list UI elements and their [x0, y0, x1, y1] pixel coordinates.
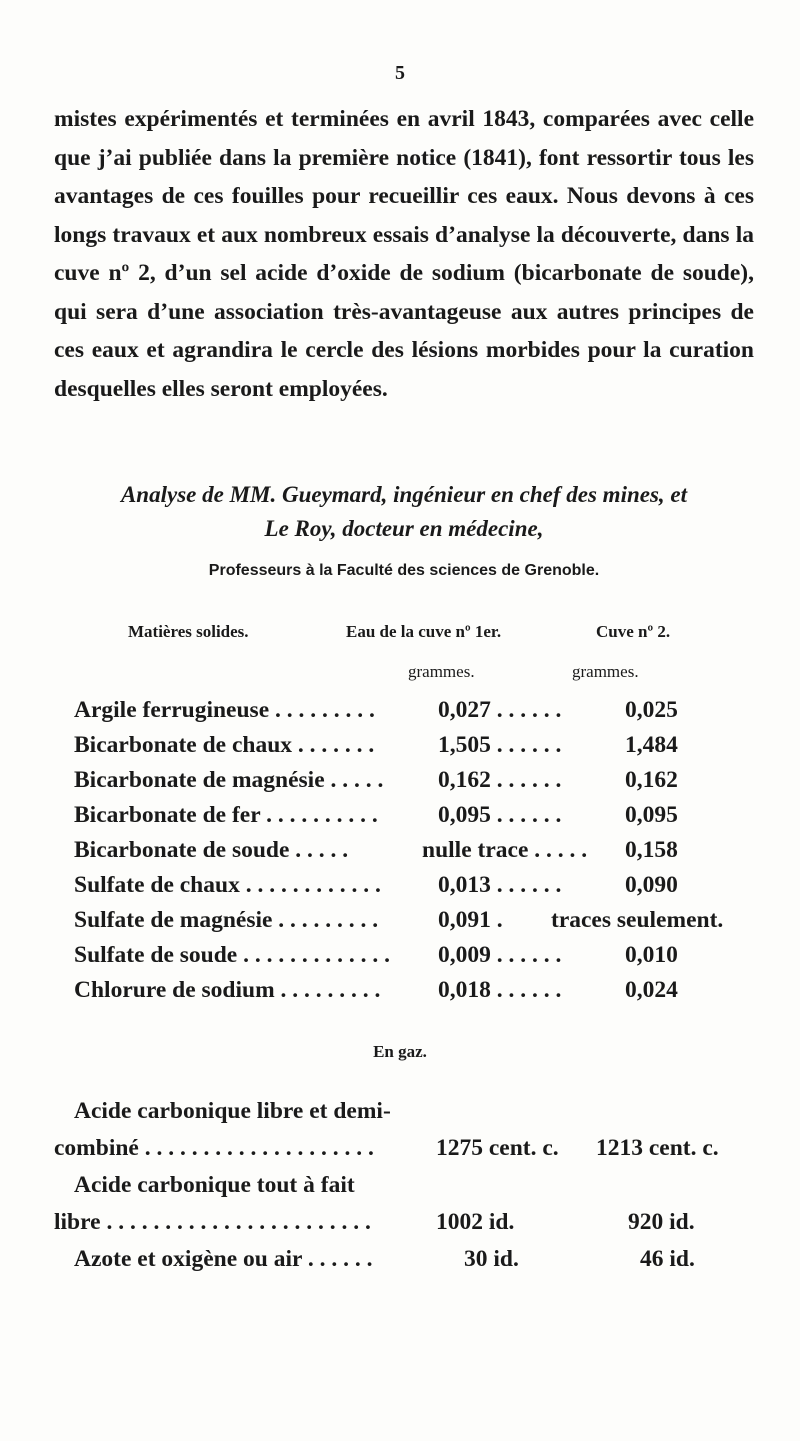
row-value-cuve-2: traces seulement. [551, 907, 724, 933]
row-name: Sulfate de soude . . . . . . . . . . . . . [74, 942, 390, 968]
row-name: Sulfate de magnésie . . . . . . . . . [74, 907, 379, 933]
row-name: Bicarbonate de fer . . . . . . . . . . [74, 802, 378, 828]
row-name: Sulfate de chaux . . . . . . . . . . . . [74, 872, 381, 898]
row-value-cuve-2: 0,162 [625, 767, 678, 793]
analysis-title-line-2: Le Roy, docteur en médecine, [264, 516, 544, 541]
column-head-cuve-2: Cuve nº 2. [596, 622, 671, 641]
row-value-cuve-1: 0,095 . . . . . . [438, 802, 562, 828]
row-value-cuve-1: 0,091 . [438, 907, 503, 933]
gas-row-2-line-1: Acide carbonique tout à fait [74, 1172, 355, 1198]
row-value-cuve-1: 1,505 . . . . . . [438, 732, 562, 758]
row-value-cuve-2: 0,025 [625, 697, 678, 723]
gas-row-1-line-1: Acide carbonique libre et demi- [74, 1098, 391, 1124]
gas-row-1-line-2: combiné . . . . . . . . . . . . . . . . . . . . [54, 1135, 374, 1161]
row-value-cuve-2: 0,158 [625, 837, 678, 863]
analysis-title-line-1: Analyse de MM. Gueymard, ingénieur en chef des mines, et [120, 482, 688, 507]
gas-row-2-value-2: 920 id. [628, 1209, 695, 1235]
column-unit-cuve-2: grammes. [572, 662, 639, 681]
column-label-solids: Matières solides. [128, 622, 249, 641]
gas-row-1-value-2: 1213 cent. c. [596, 1135, 719, 1161]
row-value-cuve-1: 0,009 . . . . . . [438, 942, 562, 968]
gas-heading: En gaz. [373, 1042, 427, 1061]
row-value-cuve-1: 0,162 . . . . . . [438, 767, 562, 793]
row-value-cuve-1: 0,027 . . . . . . [438, 697, 562, 723]
row-value-cuve-2: 0,095 [625, 802, 678, 828]
intro-paragraph: mistes expérimentés et terminées en avril 1843, comparées avec celle que j’ai publiée dans la première notice (1841), font ressortir tous les avantages de ces fouilles pour recueillir ces eaux. Nous devons à ces longs travaux et aux nombreux essais d’analyse la découverte, dans la cuve nº 2, d’un sel acide d’oxide de sodium (bicarbonate de soude), qui sera d’une association très-avantageuse aux autres principes de ces eaux et agrandira le cercle des lésions morbides pour la curation desquelles elles seront employées. [54, 106, 754, 402]
row-value-cuve-1: 0,013 . . . . . . [438, 872, 562, 898]
row-value-cuve-1: nulle trace . . . . . [422, 837, 588, 863]
gas-row-3-value-1: 30 id. [464, 1246, 519, 1272]
gas-row-2-value-1: 1002 id. [436, 1209, 515, 1235]
row-value-cuve-2: 0,010 [625, 942, 678, 968]
gas-row-1-value-1: 1275 cent. c. [436, 1135, 559, 1161]
row-name: Argile ferrugineuse . . . . . . . . . [74, 697, 375, 723]
row-name: Bicarbonate de magnésie . . . . . [74, 767, 384, 793]
row-value-cuve-2: 0,090 [625, 872, 678, 898]
row-name: Chlorure de sodium . . . . . . . . . [74, 977, 381, 1003]
row-value-cuve-1: 0,018 . . . . . . [438, 977, 562, 1003]
column-head-cuve-1: Eau de la cuve nº 1er. [346, 622, 502, 641]
gas-row-2-line-2: libre . . . . . . . . . . . . . . . . . . . . . . . [54, 1209, 371, 1235]
row-name: Bicarbonate de chaux . . . . . . . [74, 732, 375, 758]
analysis-title [54, 478, 754, 546]
column-unit-cuve-1: grammes. [408, 662, 475, 681]
row-name: Bicarbonate de soude . . . . . [74, 837, 349, 863]
page-number: 5 [395, 62, 405, 84]
professors-caption: Professeurs à la Faculté des sciences de Grenoble. [208, 562, 600, 579]
gas-row-3-line-1: Azote et oxigène ou air . . . . . . [74, 1246, 373, 1272]
row-value-cuve-2: 0,024 [625, 977, 678, 1003]
gas-row-3-value-2: 46 id. [640, 1246, 695, 1272]
row-value-cuve-2: 1,484 [625, 732, 678, 758]
